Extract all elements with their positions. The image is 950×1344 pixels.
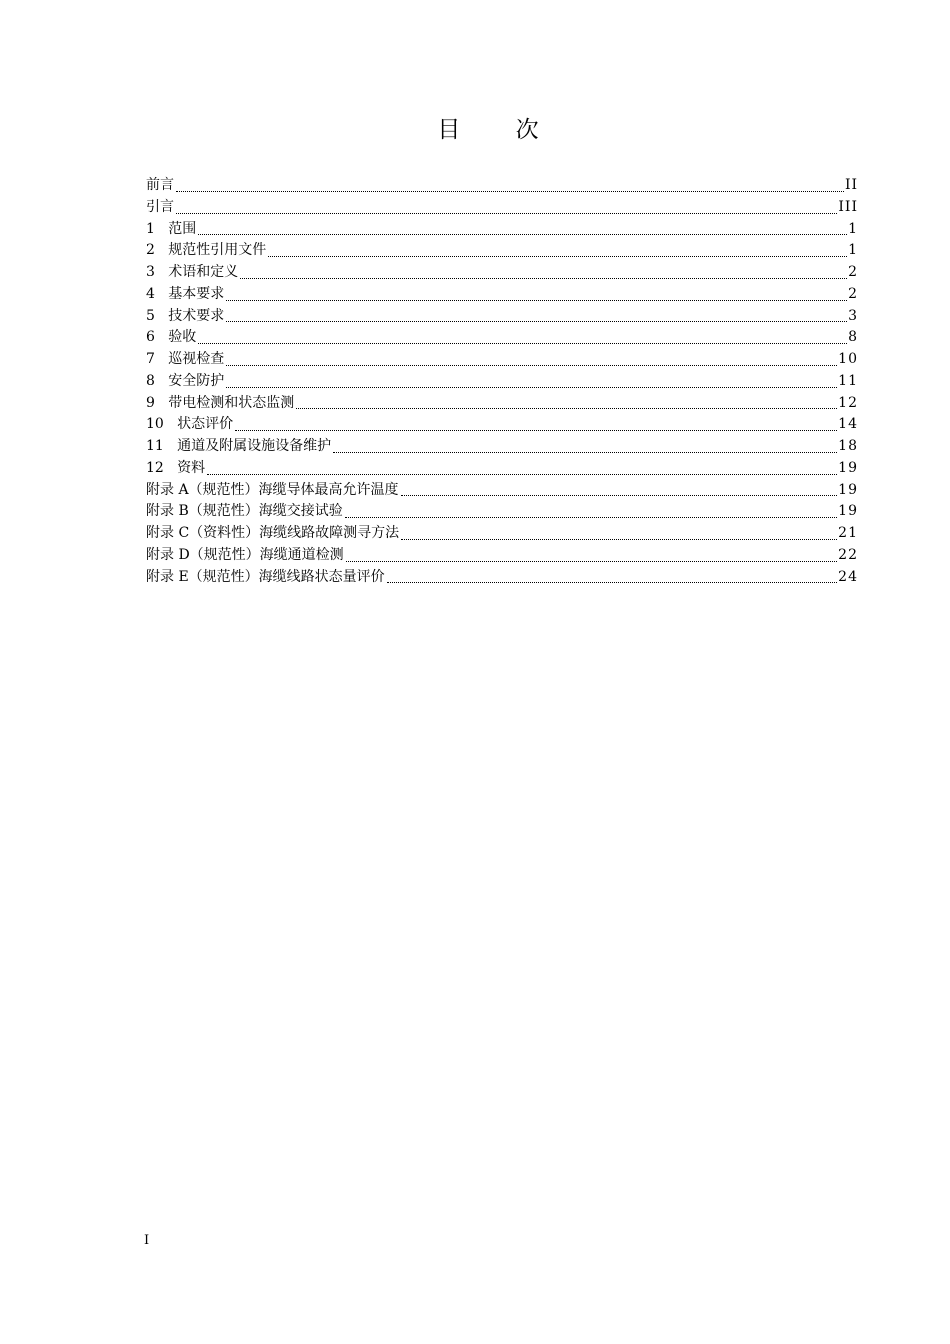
toc-entry-label: 附录 B（规范性）海缆交接试验 [146,503,343,520]
toc-leader-dots [345,516,837,518]
toc-leader-dots [401,538,837,540]
toc-entry-label: 2 规范性引用文件 [146,242,267,259]
toc-entry-page: 12 [838,394,858,411]
toc-entry-page: 19 [838,459,858,476]
toc-entry-terms-definitions[interactable] [146,262,858,284]
toc-entry-label: 3 术语和定义 [146,264,239,280]
toc-entry-label: 引言 [146,198,174,215]
toc-entry-basic-requirements[interactable] [146,284,858,306]
toc-leader-dots [401,494,838,496]
toc-entry-label: 7 巡视检查 [146,351,225,367]
toc-entry-page: II [844,177,858,193]
toc-entry-page: III [838,198,858,215]
toc-entry-label: 1 范围 [146,220,197,237]
toc-leader-dots [226,299,847,301]
toc-leader-dots [198,233,847,235]
toc-entry-label: 6 验收 [146,329,197,346]
toc-entry-acceptance[interactable] [146,327,858,349]
toc-leader-dots [240,277,847,279]
toc-entry-channel-maintenance[interactable] [146,436,858,458]
toc-leader-dots [176,212,837,214]
toc-entry-page: 10 [838,351,858,367]
toc-entry-page: 2 [848,264,858,280]
toc-entry-page: 21 [838,525,858,541]
toc-entry-patrol-inspection[interactable] [146,349,858,371]
toc-leader-dots [198,342,847,344]
toc-entry-appendix-a[interactable] [146,480,858,502]
toc-entry-appendix-c[interactable] [146,523,858,545]
toc-entry-normative-references[interactable] [146,240,858,262]
toc-entry-label: 11 通道及附属设施设备维护 [146,438,332,454]
toc-entry-page: 24 [838,568,858,585]
toc-entry-label: 12 资料 [146,459,206,476]
toc-entry-appendix-e[interactable] [146,567,858,589]
toc-entry-label: 前言 [146,177,174,193]
toc-entry-label: 4 基本要求 [146,285,225,302]
toc-leader-dots [296,407,837,409]
toc-leader-dots [176,190,844,192]
toc-entry-label: 9 带电检测和状态监测 [146,394,295,411]
table-of-contents [146,175,858,588]
toc-entry-documentation[interactable] [146,458,858,480]
toc-entry-label: 5 技术要求 [146,307,225,324]
toc-entry-label: 附录 C（资料性）海缆线路故障测寻方法 [146,525,400,541]
page-title: 目 次 [437,117,539,143]
toc-entry-page: 14 [838,416,858,433]
toc-leader-dots [207,473,837,475]
toc-leader-dots [387,581,838,583]
toc-entry-introduction[interactable] [146,197,858,219]
toc-entry-label: 8 安全防护 [146,372,225,389]
toc-entry-page: 3 [848,307,858,324]
toc-entry-page: 8 [848,329,858,346]
toc-entry-appendix-b[interactable] [146,501,858,523]
toc-entry-state-evaluation[interactable] [146,414,858,436]
toc-entry-appendix-d[interactable] [146,545,858,567]
toc-entry-technical-requirements[interactable] [146,306,858,328]
toc-entry-page: 22 [838,546,858,563]
toc-leader-dots [268,255,847,257]
toc-leader-dots [346,560,837,562]
toc-entry-foreword[interactable] [146,175,858,197]
toc-entry-page: 2 [848,285,858,302]
toc-leader-dots [235,429,837,431]
toc-entry-label: 附录 D（规范性）海缆通道检测 [146,546,344,563]
toc-entry-page: 19 [838,481,858,498]
toc-leader-dots [226,320,847,322]
toc-entry-label: 附录 A（规范性）海缆导体最高允许温度 [146,481,399,498]
toc-entry-live-detection[interactable] [146,393,858,415]
toc-entry-page: 11 [838,372,858,389]
toc-entry-label: 附录 E（规范性）海缆线路状态量评价 [146,568,385,585]
toc-entry-page: 1 [848,242,858,259]
toc-leader-dots [226,364,837,366]
toc-entry-page: 19 [838,503,858,520]
toc-leader-dots [333,451,837,453]
toc-entry-scope[interactable] [146,219,858,241]
toc-entry-label: 10 状态评价 [146,416,234,433]
toc-leader-dots [226,386,837,388]
toc-entry-page: 18 [838,438,858,454]
toc-entry-safety-protection[interactable] [146,371,858,393]
page-number: I [144,1233,150,1248]
toc-entry-page: 1 [848,220,858,237]
